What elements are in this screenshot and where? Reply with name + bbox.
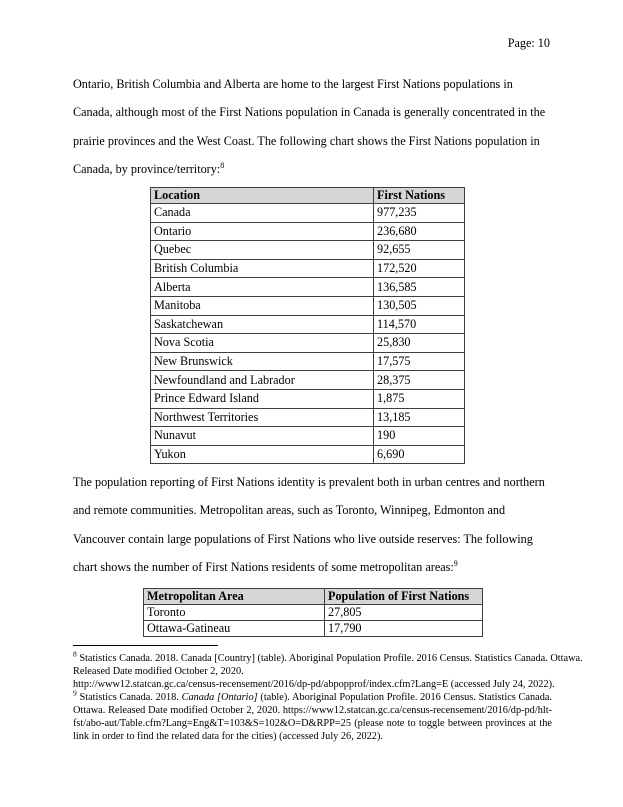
- value-cell: 172,520: [374, 259, 465, 278]
- footnote-text: (table). Aboriginal Population Profile. 2016 Census. Statistics Canada.: [257, 692, 552, 703]
- value-cell: 1,875: [374, 389, 465, 408]
- page-number: Page: 10: [507, 36, 550, 50]
- table-row: [151, 334, 465, 353]
- location-cell: New Brunswick: [151, 352, 374, 371]
- table-row: [151, 315, 465, 334]
- location-cell: Prince Edward Island: [151, 389, 374, 408]
- table-row: [151, 204, 465, 223]
- table-row: [151, 352, 465, 371]
- table-row: [151, 408, 465, 427]
- table-row: [151, 389, 465, 408]
- location-cell: Saskatchewan: [151, 315, 374, 334]
- paragraph-line: Ontario, British Columbia and Alberta are home to the largest First Nations populations in: [73, 77, 513, 91]
- table-row: [151, 371, 465, 390]
- footnote-line: [73, 649, 583, 665]
- paragraph-line: prairie provinces and the West Coast. The following chart shows the First Nations population in: [73, 133, 540, 148]
- footnote-text: Statistics Canada. 2018. Canada [Country] (table). Aboriginal Population Profile. 2016 Census. Statistics Canada. Ottawa.: [79, 653, 583, 664]
- location-cell: Canada: [151, 204, 374, 223]
- location-cell: Quebec: [151, 241, 374, 260]
- value-cell: 190: [374, 427, 465, 446]
- footnote-line: Released Date modified October 2, 2020.: [73, 666, 244, 677]
- value-cell: 13,185: [374, 408, 465, 427]
- location-cell: Nova Scotia: [151, 334, 374, 353]
- footnote-line: fst/abo-aut/Table.cfm?Lang=Eng&T=103&S=102&O=D&RPP=25 (please note to toggle between provinces at the: [73, 718, 552, 729]
- column-header-population: Population of First Nations: [325, 589, 483, 605]
- value-cell: 27,805: [325, 605, 483, 621]
- table-row: [144, 605, 483, 621]
- location-cell: Yukon: [151, 445, 374, 464]
- table-row: [151, 278, 465, 297]
- paragraph-line: [73, 155, 563, 183]
- table-row: [151, 222, 465, 241]
- table-header-row: [144, 589, 483, 605]
- paragraph-intro: [73, 70, 563, 183]
- location-cell: Nunavut: [151, 427, 374, 446]
- paragraph-line: The population reporting of First Nations identity is prevalent both in urban centres and northern: [73, 475, 545, 489]
- value-cell: 114,570: [374, 315, 465, 334]
- footnote-line: [73, 688, 552, 704]
- value-cell: 92,655: [374, 241, 465, 260]
- paragraph-metropolitan: [73, 468, 563, 581]
- footnote-line: link in order to find the related data for the cities) (accessed July 26, 2022).: [73, 731, 383, 742]
- footnote-marker-8: 8: [73, 649, 77, 659]
- paragraph-line: Vancouver contain large populations of First Nations who live outside reserves: The following: [73, 531, 533, 546]
- footnote-italic-citation: Canada [Ontario]: [181, 692, 258, 703]
- metropolitan-population-table: [143, 588, 483, 637]
- location-cell: British Columbia: [151, 259, 374, 278]
- paragraph-line-text: Canada, by province/territory:: [73, 161, 221, 176]
- column-header-metropolitan-area: Metropolitan Area: [144, 589, 325, 605]
- footnote-reference-8: 8: [220, 160, 225, 170]
- value-cell: 130,505: [374, 296, 465, 315]
- column-header-first-nations: First Nations: [374, 188, 465, 204]
- paragraph-line: and remote communities. Metropolitan areas, such as Toronto, Winnipeg, Edmonton and: [73, 503, 506, 518]
- footnote-line: http://www12.statcan.gc.ca/census-recensement/2016/dp-pd/abpopprof/index.cfm?Lang=E (accessed July 24, 2022).: [73, 679, 555, 690]
- location-cell: Northwest Territories: [151, 408, 374, 427]
- value-cell: 28,375: [374, 371, 465, 390]
- column-header-location: Location: [151, 188, 374, 204]
- value-cell: 17,575: [374, 352, 465, 371]
- paragraph-line: [73, 553, 563, 581]
- metro-area-cell: Ottawa-Gatineau: [144, 621, 325, 637]
- metro-area-cell: Toronto: [144, 605, 325, 621]
- value-cell: 6,690: [374, 445, 465, 464]
- province-population-table: [150, 187, 465, 464]
- footnote-8: [73, 649, 583, 691]
- table-header-row: [151, 188, 465, 204]
- footnote-marker-9: 9: [73, 688, 77, 698]
- footnote-9: [73, 688, 552, 743]
- table-row: [151, 427, 465, 446]
- location-cell: Ontario: [151, 222, 374, 241]
- paragraph-line-text: chart shows the number of First Nations residents of some metropolitan areas:: [73, 559, 454, 574]
- value-cell: 17,790: [325, 621, 483, 637]
- value-cell: 25,830: [374, 334, 465, 353]
- location-cell: Newfoundland and Labrador: [151, 371, 374, 390]
- location-cell: Manitoba: [151, 296, 374, 315]
- value-cell: 977,235: [374, 204, 465, 223]
- location-cell: Alberta: [151, 278, 374, 297]
- footnote-separator-line: [73, 645, 218, 646]
- table-row: [144, 621, 483, 637]
- paragraph-line: Canada, although most of the First Nations population in Canada is generally concentrated in the: [73, 105, 546, 120]
- table-row: [151, 241, 465, 260]
- table-row: [151, 445, 465, 464]
- footnote-reference-9: 9: [453, 558, 458, 568]
- table-row: [151, 296, 465, 315]
- table-row: [151, 259, 465, 278]
- value-cell: 136,585: [374, 278, 465, 297]
- footnote-line: Ottawa. Released Date modified October 2, 2020. https://www12.statcan.gc.ca/census-recensement/2016/dp-pd/hlt-: [73, 705, 552, 716]
- footnote-text: Statistics Canada. 2018.: [79, 692, 182, 703]
- value-cell: 236,680: [374, 222, 465, 241]
